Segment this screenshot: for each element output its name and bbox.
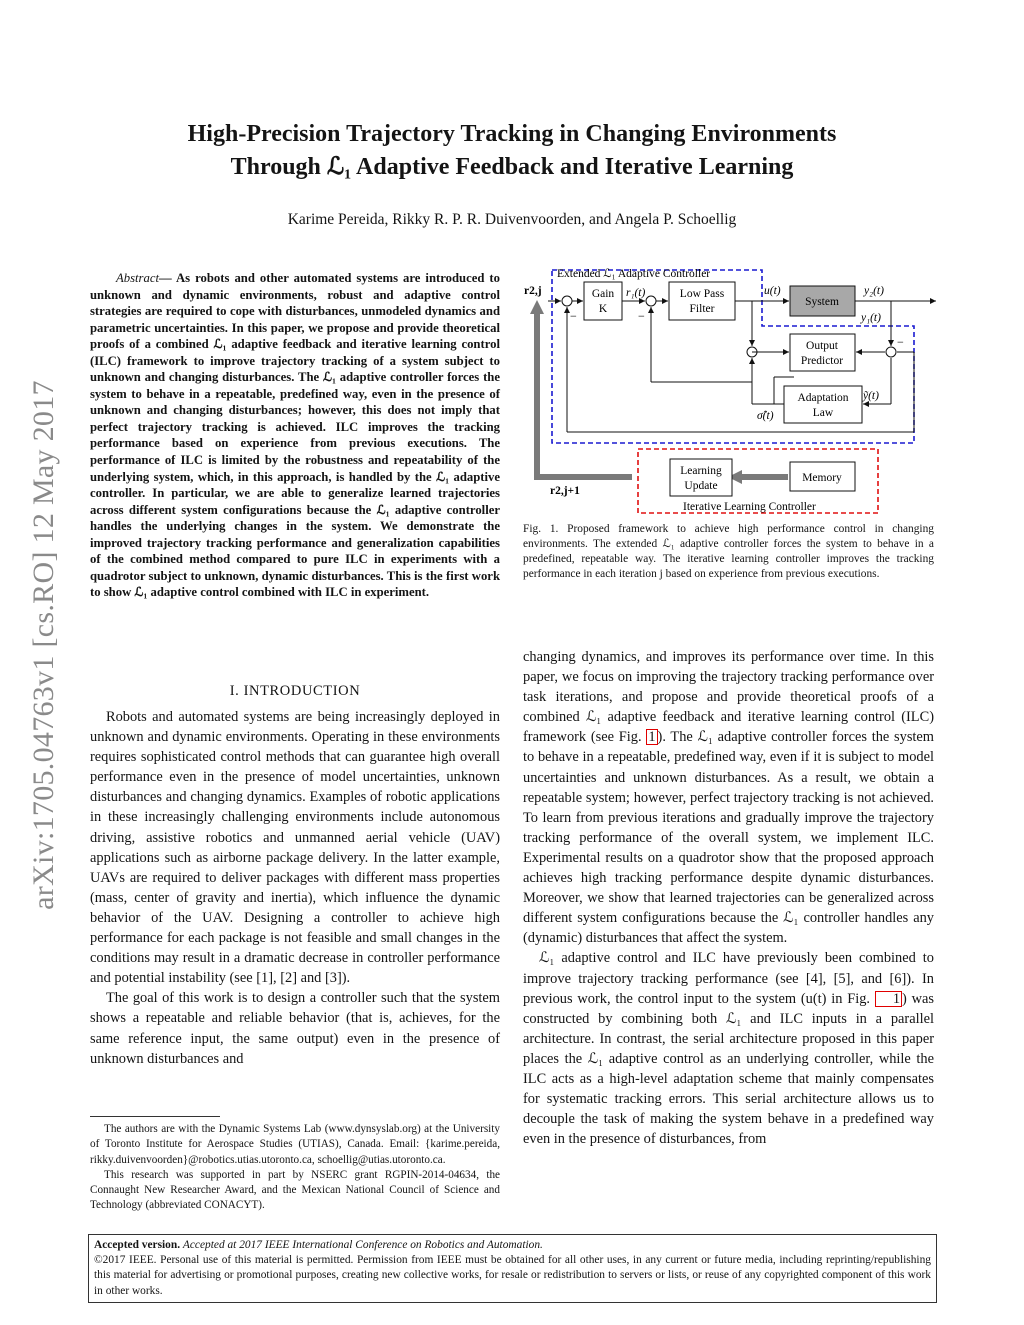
accepted-label: Accepted version. <box>94 1239 181 1251</box>
svg-text:Update: Update <box>684 480 718 492</box>
minus-sign: − <box>638 309 645 323</box>
svg-text:Adaptation: Adaptation <box>797 392 849 404</box>
abstract-label: Abstract <box>116 271 159 285</box>
arxiv-identifier: arXiv:1705.04763v1 [cs.RO] 12 May 2017 <box>27 379 60 910</box>
intro-paragraph: Robots and automated systems are being increasingly deployed in unknown and dynamic environments. Operating in these environments requires sophisticated control methods that can guarantee high overall performance even in the presence of model uncertainties, unknown disturbances and changing dynamics. Examples of robotic applications in these increasingly challenging environments include autonomous driving, assistive robotics and unmanned aerial vehicle (UAV) applications such as airborne package delivery. In the latter example, UAVs are required to deliver packages with different mass properties (mass, center of gravity and inertia), which influence the dynamic behavior of the UAV. Designing a controller to achieve high performance for each package is not feasible and small changes in the conditions may result in a dramatic decrease in controller performance and potential instability (see [1], [2] and [3]). <box>90 709 500 987</box>
sum-junction-4 <box>886 347 896 357</box>
svg-text:System: System <box>805 296 839 308</box>
abstract: Abstract— As robots and other automated systems are introduced to unknown and dynamic environments, robust and adaptive control strategies are required to cope with disturbances, unmodeled dynamics and parametric uncertainties. In this paper, we propose and provide theoretical proofs of a combined ℒ₁ adaptive feedback and iterative learning control (ILC) framework to improve trajectory tracking of a system subject to unknown and changing disturbances. The ℒ₁ adaptive controller forces the system to behave in a repeatable, predefined way, even in the presence of unknown and changing disturbances; however, this does not imply that perfect trajectory tracking is achieved. ILC improves the tracking performance based on experience from previous executions. The performance of ILC is limited by the robustness and repeatability of the underlying system, which, in this approach, is handled by the ℒ₁ adaptive controller. In particular, we are able to generalize learned trajectories across different system configurations because the ℒ₁ adaptive controller handles the underlying changes in the system. We demonstrate the improved trajectory tracking performance and generalization capabilities of the combined method compared to pure ILC in experiments with a quadrotor subject to unknown, dynamic disturbances. This is the first work to show ℒ₁ adaptive control combined with ILC in experiment. <box>90 271 500 600</box>
svg-text:K: K <box>598 303 608 315</box>
iteration-arrow-head <box>530 300 544 314</box>
figure-caption: Fig. 1. Proposed framework to achieve high performance control in changing environments. The extended ℒ₁ adaptive controller forces the system to behave in a predefined, repeatable way. The iterative learning controller improves the tracking performance in each iteration j based on experience from previous executions. <box>523 523 934 581</box>
sum-junction-2 <box>646 296 656 306</box>
signal-ytilde: ỹ(t) <box>863 390 879 402</box>
abstract-text: As robots and other automated systems are introduced to unknown and dynamic environments, robust and adaptive control strategies are required to cope with disturbances, unmodeled dynamics and parametric uncertainties. In this paper, we propose and provide theoretical proofs of a combined ℒ₁ adaptive feedback and iterative learning control (ILC) framework to improve trajectory tracking of a system subject to unknown and changing disturbances. The ℒ₁ adaptive controller forces the system to behave in a repeatable, predefined way, even in the presence of unknown and changing disturbances; however, this does not imply that perfect trajectory tracking is achieved. ILC improves the tracking performance based on experience from previous executions. The performance of ILC is limited by the robustness and repeatability of the underlying system, which, in this approach, is handled by the ℒ₁ adaptive controller. In particular, we are able to generalize learned trajectories across different system configurations because the ℒ₁ adaptive controller handles the underlying changes in the system. We demonstrate the improved trajectory tracking performance and generalization capabilities of the combined method compared to pure ILC in experiments with a quadrotor subject to unknown, dynamic disturbances. This is the first work to show ℒ₁ adaptive control combined with ILC in experiment. <box>90 271 500 600</box>
copyright-notice <box>88 1234 937 1303</box>
accepted-venue: Accepted at 2017 IEEE International Conference on Robotics and Automation. <box>182 1239 543 1251</box>
footnote-rule <box>90 1116 220 1117</box>
signal-u: u(t) <box>764 285 781 297</box>
right-paragraph-1: changing dynamics, and improves its performance over time. In this paper, we focus on improving the trajectory tracking performance over task iterations, and propose and provide theoretical proofs of a combined ℒ₁ adaptive feedback and iterative learning control (ILC) framework (see Fig. 1 ). The ℒ₁ adaptive controller forces the system to behave in a repeatable, predefined way, even if it is subject to model uncertainties and unknown disturbances. As a result, we obtain a repeatable system; however, perfect trajectory tracking is not achieved. To learn from previous iterations and gradually improve the trajectory tracking performance of the overall system, we implement ILC. Experimental results on a quadrotor show that the proposed approach achieves high tracking performance despite dynamic disturbances. Moreover, we show that learned trajectories can be generalized across different system configurations because the ℒ₁ controller handles any (dynamic) disturbances that affect the system. <box>523 649 934 947</box>
title-line-1: High-Precision Trajectory Tracking in Changing Environments <box>187 121 837 147</box>
svg-text:Output: Output <box>806 340 838 352</box>
introduction-text <box>90 707 500 1069</box>
title-line-2: Through ℒ₁ Adaptive Feedback and Iterative Learning <box>230 154 794 180</box>
block-diagram-svg <box>520 262 940 517</box>
minus-sign: − <box>570 309 577 323</box>
right-paragraph-2: ℒ₁ adaptive control and ILC have previously been combined to improve trajectory tracking performance (see [4], [5], and [6]). In previous work, the control input to the system (u(t) in Fig. 1 ) was constructed by combining both ℒ₁ and ILC inputs in a parallel architecture. In contrast, the serial architecture proposed in this paper places the ℒ₁ adaptive control as an underlying controller, while the ILC acts as a high-level adaptation scheme that mainly compensates for systematic tracking errors. This serial architecture allows us to decouple the task of making the system behave in a predefined way even in the presence of disturbances, from <box>523 950 934 1148</box>
signal-sigma-hat: σ̂(t) <box>757 410 774 422</box>
author-list: Karime Pereida, Rikky R. P. R. Duivenvoorden, and Angela P. Schoellig <box>287 211 737 228</box>
svg-text:Memory: Memory <box>802 472 842 484</box>
sum-junction-1 <box>562 296 572 306</box>
section-heading: I. INTRODUCTION <box>229 683 361 699</box>
signal-r1: r₁(t) <box>626 287 646 299</box>
right-column-text <box>523 647 934 1149</box>
signal-y2: y₂(t) <box>864 285 884 297</box>
svg-text:Low Pass: Low Pass <box>679 288 725 300</box>
footnotes <box>90 1122 500 1214</box>
figure-reference-link[interactable]: 1 <box>875 991 902 1007</box>
ilc-label: Iterative Learning Controller <box>683 501 816 513</box>
signal-r2j1: r2,j+1 <box>550 485 580 497</box>
svg-text:Predictor: Predictor <box>800 355 844 367</box>
figure-reference-link[interactable]: 1 <box>648 729 656 746</box>
minus-sign: − <box>897 335 904 349</box>
signal-r2j: r2,j <box>524 285 542 297</box>
svg-text:Gain: Gain <box>591 288 615 300</box>
footnote-funding: This research was supported in part by NSERC grant RGPIN-2014-04634, the Connaught New Researcher Award, and the Mexican National Council of Science and Technology (abbreviated CONACYT). <box>90 1168 500 1212</box>
footnote-affiliation: The authors are with the Dynamic Systems Lab (www.dynsyslab.org) at the University of Toronto Institute for Aerospace Studies (UTIAS), Canada. Email: {karime.pereida, rikky.duivenvoorden}@robotics.utias.utoronto.ca, schoellig@utias.utoronto.ca. <box>90 1123 500 1166</box>
extended-controller-label: Extended ℒ₁ Adaptive Controller <box>557 268 711 280</box>
figure-block-diagram <box>520 262 940 517</box>
copyright-text: ©2017 IEEE. Personal use of this material is permitted. Permission from IEEE must be obtained for all other uses, in any current or future media, including reprinting/republishing this material for advertising or promotional purposes, creating new collective works, for resale or redistribution to servers or lists, or reuse of any copyrighted component of this work in other works. <box>94 1254 931 1297</box>
paper-title <box>100 118 924 184</box>
signal-y1: y₁(t) <box>861 312 881 324</box>
svg-text:Law: Law <box>812 407 834 419</box>
intro-paragraph: The goal of this work is to design a controller such that the system shows a repeatable and reliable behavior (that is, achieves, for the same reference input, the same output) even in the presence of unknown disturbances and <box>90 990 500 1067</box>
svg-text:Filter: Filter <box>689 303 715 315</box>
svg-text:Learning: Learning <box>680 465 722 477</box>
